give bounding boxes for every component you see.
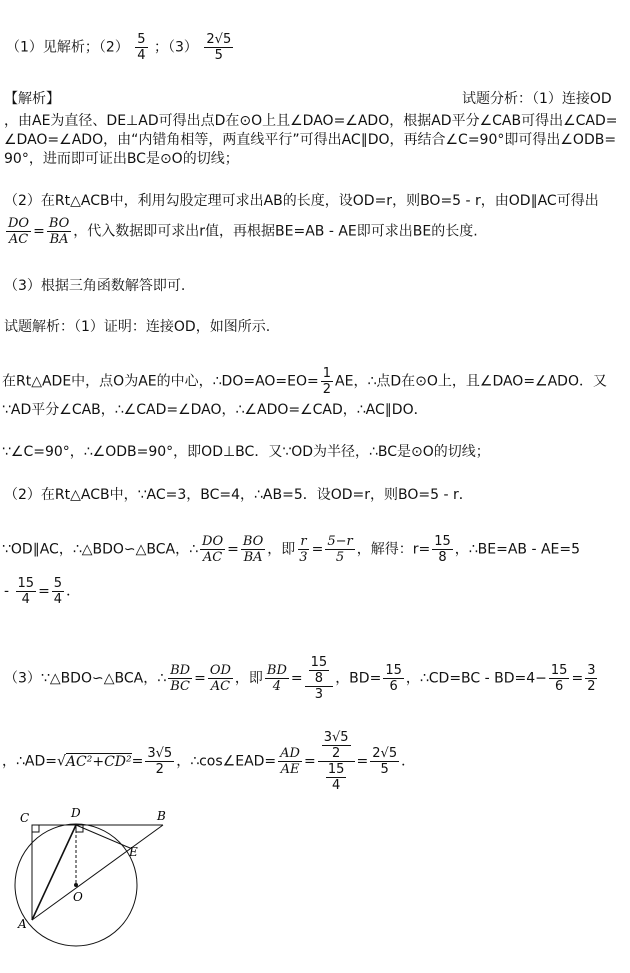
label-d: D bbox=[71, 806, 81, 820]
segment-ab bbox=[32, 825, 163, 920]
sol2-line-1: （2）在Rt△ACB中，∵AC=3，BC=4，∴AB=5．设OD=r，则BO=5 - r． bbox=[4, 487, 473, 503]
part2-analysis-line-2: $\frac{DO}{AC}$ = $\frac{BO}{BA}$ ，代入数据即可求出r值，再根据BE=AB - AE即可求出BE的长度. bbox=[8, 216, 478, 247]
point-o bbox=[74, 883, 78, 887]
analysis-line-2: ∠DAO=∠ADO，由“内错角相等，两直线平行”可得出AC∥DO，再结合∠C=90°即可得出∠ODB= bbox=[4, 132, 617, 148]
answer-text-3: ；（3） bbox=[154, 39, 198, 56]
sol2-line-3: - $\frac{15}{4}$ = $\frac{5}{4}$ ． bbox=[4, 576, 81, 607]
fraction-bo-ba: $\frac{BO}{BA}$ bbox=[48, 216, 70, 247]
fraction-do-ac: $\frac{DO}{AC}$ bbox=[8, 216, 30, 247]
label-e: E bbox=[129, 845, 138, 859]
answer-text: （1）见解析；（2） bbox=[6, 39, 129, 56]
geometry-figure bbox=[0, 800, 200, 970]
analysis-line-3: 90°，进而即可证出BC是⊙O的切线； bbox=[4, 151, 239, 167]
label-b: B bbox=[157, 809, 166, 823]
label-a: A bbox=[18, 917, 27, 931]
segment-ad bbox=[32, 825, 76, 920]
sol1-line-1: 在Rt△ADE中，点O为AE的中心，∴DO=AO=EO= $\frac{1}{2}$ AE，∴点D在⊙O上，且∠DAO=∠ADO．又 bbox=[2, 366, 607, 397]
right-angle-c bbox=[32, 825, 39, 832]
analysis-heading: 【解析】 bbox=[4, 91, 60, 107]
analysis-label: 试题分析：（1）连接OD bbox=[462, 91, 612, 107]
sol3-line-1: （3）∵△BDO∽△BCA，∴ $\frac{BD}{BC}$ = $\frac{OD}{AC}$ ，即 $\frac{BD}{4}$ = $\frac{\frac{15}{8}}{3}$ ，BD= $\frac{15}{6}$ ，∴CD=BC - BD=4− $\frac{15}{6}$ = $\frac{3}{2}$ bbox=[4, 655, 596, 702]
part2-analysis-line-1: （2）在Rt△ACB中，利用勾股定理可求出AB的长度，设OD=r，则BO=5 - r，由OD∥AC可得出 bbox=[4, 193, 599, 209]
sol1-line-2: ∵AD平分∠CAB，∴∠CAD=∠DAO，∴∠ADO=∠CAD，∴AC∥DO． bbox=[2, 402, 428, 418]
part3-analysis: （3）根据三角函数解答即可. bbox=[4, 278, 186, 294]
answer-fraction-3: $\frac{2√5}{5}$ bbox=[206, 32, 232, 63]
segment-de bbox=[76, 825, 130, 848]
answer-line bbox=[6, 32, 630, 63]
sol3-line-2: ，∴AD=√AC²+CD²= $\frac{3√5}{2}$ ，∴cos∠EAD= $\frac{AD}{AE}$ = $\frac{\frac{3√5}{2}}{\frac{15}{4}}$ = $\frac{2√5}{5}$ ． bbox=[2, 730, 416, 793]
analysis-line-1: ，由AE为直径、DE⊥AD可得出点D在⊙O上且∠DAO=∠ADO，根据AD平分∠CAB可得出∠CAD= bbox=[4, 113, 618, 129]
fraction-half: $\frac{1}{2}$ bbox=[322, 366, 332, 397]
label-c: C bbox=[20, 811, 30, 825]
solution-label: 试题解析：（1）证明：连接OD，如图所示. bbox=[4, 319, 271, 335]
sol2-line-2: ∵OD∥AC，∴△BDO∽△BCA，∴ $\frac{DO}{AC}$ = $\frac{BO}{BA}$ ，即 $\frac{r}{3}$ = $\frac{5-r}{5}$ ，解得：r= $\frac{15}{8}$ ，∴BE=AB - AE=5 bbox=[2, 534, 581, 565]
sol1-line-3: ∵∠C=90°，∴∠ODB=90°，即OD⊥BC．又∵OD为半径，∴BC是⊙O的切线； bbox=[2, 444, 490, 460]
answer-fraction-2: $\frac{5}{4}$ bbox=[137, 32, 146, 63]
label-o: O bbox=[73, 890, 83, 904]
